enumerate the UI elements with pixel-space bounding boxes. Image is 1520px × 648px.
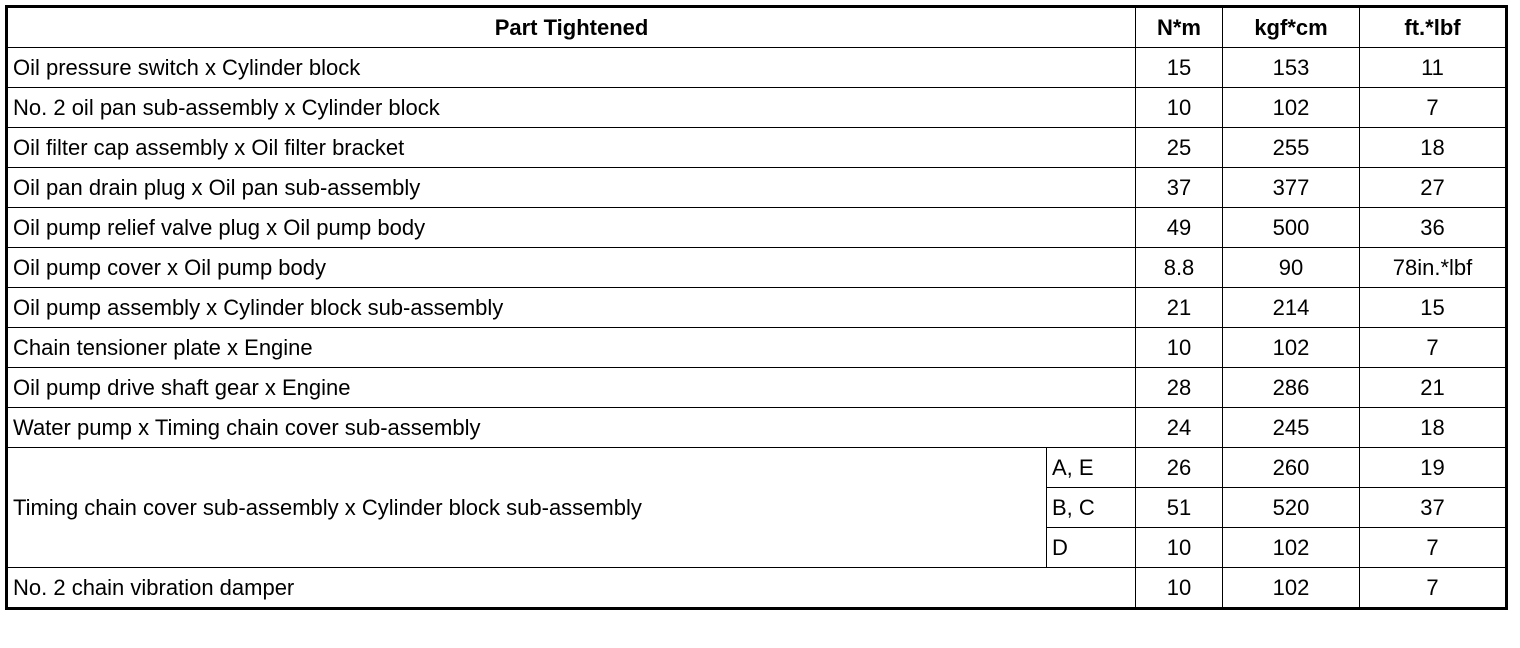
header-ftlbf: ft.*lbf (1360, 7, 1507, 48)
sub-label-cell: B, C (1047, 488, 1136, 528)
kgfcm-cell: 153 (1223, 48, 1360, 88)
kgfcm-cell: 90 (1223, 248, 1360, 288)
kgfcm-cell: 102 (1223, 528, 1360, 568)
ftlbf-cell: 11 (1360, 48, 1507, 88)
table-row (7, 328, 1507, 368)
nm-cell: 10 (1136, 528, 1223, 568)
nm-cell: 49 (1136, 208, 1223, 248)
nm-cell: 51 (1136, 488, 1223, 528)
header-kgfcm: kgf*cm (1223, 7, 1360, 48)
ftlbf-cell: 18 (1360, 408, 1507, 448)
ftlbf-cell: 15 (1360, 288, 1507, 328)
ftlbf-cell: 19 (1360, 448, 1507, 488)
table-row (7, 568, 1507, 609)
table-row (7, 88, 1507, 128)
nm-cell: 21 (1136, 288, 1223, 328)
kgfcm-cell: 102 (1223, 328, 1360, 368)
nm-cell: 28 (1136, 368, 1223, 408)
part-cell: Oil pump relief valve plug x Oil pump body (7, 208, 1136, 248)
kgfcm-cell: 500 (1223, 208, 1360, 248)
kgfcm-cell: 377 (1223, 168, 1360, 208)
ftlbf-cell: 78in.*lbf (1360, 248, 1507, 288)
nm-cell: 10 (1136, 88, 1223, 128)
part-cell: Oil pump drive shaft gear x Engine (7, 368, 1136, 408)
nm-cell: 25 (1136, 128, 1223, 168)
ftlbf-cell: 7 (1360, 528, 1507, 568)
kgfcm-cell: 255 (1223, 128, 1360, 168)
table-row (7, 368, 1507, 408)
table-row (7, 408, 1507, 448)
table-row (7, 168, 1507, 208)
kgfcm-cell: 245 (1223, 408, 1360, 448)
part-cell: Chain tensioner plate x Engine (7, 328, 1136, 368)
part-cell: No. 2 chain vibration damper (7, 568, 1136, 609)
ftlbf-cell: 18 (1360, 128, 1507, 168)
kgfcm-cell: 520 (1223, 488, 1360, 528)
ftlbf-cell: 37 (1360, 488, 1507, 528)
table-row (7, 248, 1507, 288)
nm-cell: 24 (1136, 408, 1223, 448)
part-cell: No. 2 oil pan sub-assembly x Cylinder block (7, 88, 1136, 128)
nm-cell: 26 (1136, 448, 1223, 488)
ftlbf-cell: 36 (1360, 208, 1507, 248)
header-nm: N*m (1136, 7, 1223, 48)
sub-label-cell: D (1047, 528, 1136, 568)
kgfcm-cell: 214 (1223, 288, 1360, 328)
nm-cell: 10 (1136, 568, 1223, 609)
table-row (7, 288, 1507, 328)
part-cell-timing-chain-cover: Timing chain cover sub-assembly x Cylinder block sub-assembly (7, 448, 1047, 568)
part-cell: Oil pan drain plug x Oil pan sub-assembly (7, 168, 1136, 208)
nm-cell: 37 (1136, 168, 1223, 208)
kgfcm-cell: 286 (1223, 368, 1360, 408)
table-row-timing-ae (7, 448, 1507, 488)
ftlbf-cell: 21 (1360, 368, 1507, 408)
part-cell: Oil pump assembly x Cylinder block sub-assembly (7, 288, 1136, 328)
table-row (7, 208, 1507, 248)
ftlbf-cell: 7 (1360, 88, 1507, 128)
kgfcm-cell: 260 (1223, 448, 1360, 488)
part-cell: Water pump x Timing chain cover sub-assembly (7, 408, 1136, 448)
part-cell: Oil pressure switch x Cylinder block (7, 48, 1136, 88)
ftlbf-cell: 7 (1360, 568, 1507, 609)
nm-cell: 10 (1136, 328, 1223, 368)
torque-spec-table (5, 5, 1508, 610)
table-row (7, 48, 1507, 88)
header-part-tightened: Part Tightened (7, 7, 1136, 48)
kgfcm-cell: 102 (1223, 88, 1360, 128)
kgfcm-cell: 102 (1223, 568, 1360, 609)
part-cell: Oil filter cap assembly x Oil filter bracket (7, 128, 1136, 168)
table-row (7, 128, 1507, 168)
part-cell: Oil pump cover x Oil pump body (7, 248, 1136, 288)
sub-label-cell: A, E (1047, 448, 1136, 488)
nm-cell: 15 (1136, 48, 1223, 88)
ftlbf-cell: 27 (1360, 168, 1507, 208)
header-row (7, 7, 1507, 48)
ftlbf-cell: 7 (1360, 328, 1507, 368)
nm-cell: 8.8 (1136, 248, 1223, 288)
